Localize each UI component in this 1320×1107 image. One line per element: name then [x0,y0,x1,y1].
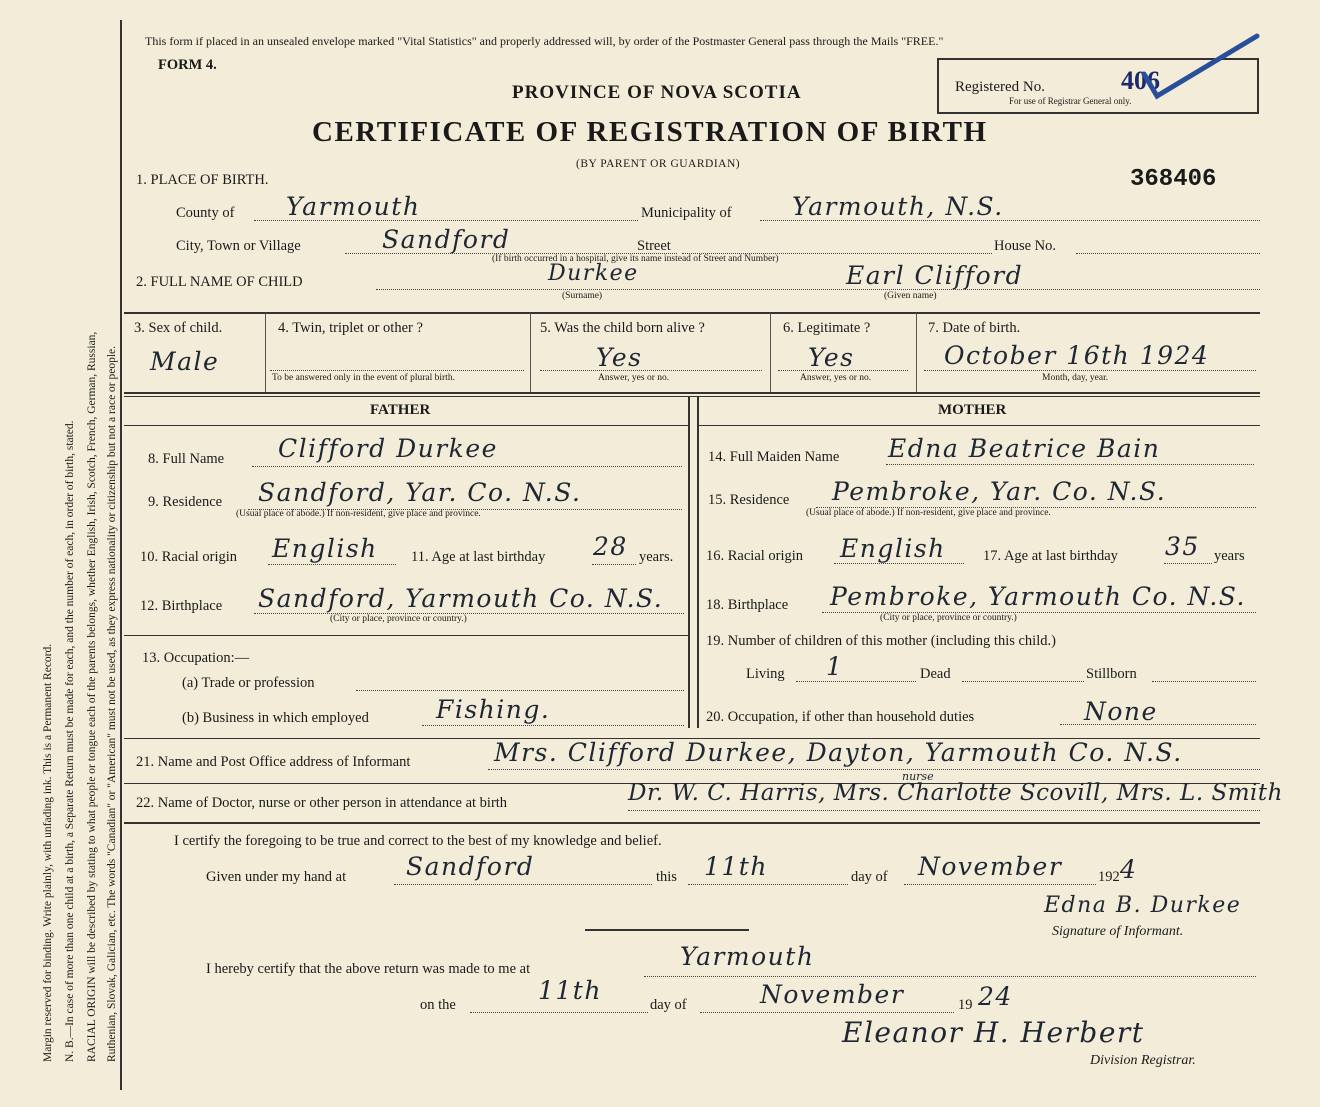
born-alive-value: Yes [596,343,643,372]
margin-notes [0,0,122,1107]
father-racial-label: 10. Racial origin [140,549,238,565]
children-count-label: 19. Number of children of this mother (including this child.) [706,633,1056,649]
mother-heading: MOTHER [938,402,1007,418]
surname-caption: (Surname) [562,291,603,301]
informant-value: Mrs. Clifford Durkee, Dayton, Yarmouth Co. N.S. [494,738,1183,767]
informant-label: 21. Name and Post Office address of Informant [136,754,411,770]
city-value: Sandford [382,225,511,254]
mother-residence-label: 15. Residence [708,492,790,508]
father-residence-label: 9. Residence [148,494,223,510]
registrar-statement: I hereby certify that the above return was made to me at [206,961,531,977]
informant-signature-caption: Signature of Informant. [1052,924,1184,939]
county-label: County of [176,205,235,221]
registrar-note: For use of Registrar General only. [1009,96,1132,106]
county-value: Yarmouth [286,192,421,221]
mother-occupation-label: 20. Occupation, if other than household duties [706,709,975,725]
business-label: (b) Business in which employed [182,710,369,726]
given-year-suffix: 4 [1120,855,1138,884]
child-surname: Durkee [548,261,639,286]
date-of-birth-value: October 16th 1924 [944,341,1210,370]
father-age-value: 28 [593,532,628,561]
margin-note-nationality: Ruthenian, Slovak, Galician, etc. The words "Canadian" or "American" must not be used, as they express nationality or citizenship but not a race or people. [106,345,118,1062]
registered-value: 406 [1121,66,1160,95]
given-place-value: Sandford [406,852,535,881]
father-residence-value: Sandford, Yar. Co. N.S. [258,478,582,507]
given-under-label: Given under my hand at [206,869,347,885]
father-birthplace-value: Sandford, Yarmouth Co. N.S. [258,584,664,613]
registrar-signature: Eleanor H. Herbert [842,1016,1145,1049]
father-age-unit: years. [639,549,674,565]
registrar-place-value: Yarmouth [680,942,815,971]
postal-note: This form if placed in an unsealed envelope marked "Vital Statistics" and properly addressed will, by order of the Postmaster General pass through the Mails "FREE." [145,34,944,48]
mother-name-value: Edna Beatrice Bain [888,434,1161,463]
city-label: City, Town or Village [176,238,301,254]
municipality-value: Yarmouth, N.S. [792,192,1004,221]
document-title: CERTIFICATE OF REGISTRATION OF BIRTH [312,116,988,148]
legitimate-note: Answer, yes or no. [800,373,872,383]
registered-number-box [937,58,1259,114]
father-name-value: Clifford Durkee [278,434,498,463]
mother-racial-value: English [840,534,946,563]
business-value: Fishing. [436,695,551,724]
mother-residence-value: Pembroke, Yar. Co. N.S. [832,477,1167,506]
father-name-label: 8. Full Name [148,451,225,467]
serial-number: 368406 [1130,166,1217,193]
date-of-birth-label: 7. Date of birth. [928,320,1021,336]
certification-statement: I certify the foregoing to be true and correct to the best of my knowledge and belief. [174,833,662,849]
living-value: 1 [826,652,844,681]
registrar-on-the-label: on the [420,997,456,1013]
legitimate-value: Yes [808,343,855,372]
registrar-day-value: 11th [538,976,602,1005]
given-this-label: this [656,869,677,885]
born-alive-note: Answer, yes or no. [598,373,670,383]
given-day-of-label: day of [851,869,888,885]
municipality-label: Municipality of [641,205,732,221]
checkmark-icon [1139,30,1269,110]
trade-label: (a) Trade or profession [182,675,315,691]
registrar-day-of-label: day of [650,997,687,1013]
father-birthplace-label: 12. Birthplace [140,598,223,614]
father-birthplace-note: (City or place, province or country.) [330,614,467,624]
place-of-birth-label: 1. PLACE OF BIRTH. [136,172,269,188]
given-month-value: November [918,852,1063,881]
father-racial-value: English [272,534,378,563]
mother-birthplace-value: Pembroke, Yarmouth Co. N.S. [830,582,1246,611]
mother-age-unit: years [1214,548,1245,564]
stillborn-label: Stillborn [1086,666,1137,682]
living-label: Living [746,666,785,682]
born-alive-label: 5. Was the child born alive ? [540,320,705,336]
twin-label: 4. Twin, triplet or other ? [278,320,423,336]
father-heading: FATHER [370,402,431,418]
margin-note-racial-origin: RACIAL ORIGIN will be described by stating to what people or tongue each of the parents belongs, whether English, Irish, Scotch, French, German, Russian, [86,331,98,1062]
sex-value: Male [150,347,220,376]
doctor-label: 22. Name of Doctor, nurse or other person in attendance at birth [136,795,508,811]
house-number-label: House No. [994,238,1057,254]
legitimate-label: 6. Legitimate ? [783,320,871,336]
given-day-value: 11th [704,852,768,881]
registered-label: Registered No. [955,79,1045,95]
mother-birthplace-label: 18. Birthplace [706,597,789,613]
twin-note: To be answered only in the event of plural birth. [272,373,455,383]
registrar-year-suffix: 24 [978,982,1013,1011]
form-number: FORM 4. [158,57,217,73]
margin-border [120,20,122,1090]
mother-name-label: 14. Full Maiden Name [708,449,840,465]
sex-label: 3. Sex of child. [134,320,223,336]
dead-label: Dead [920,666,951,682]
mother-occupation-value: None [1084,697,1158,726]
father-age-label: 11. Age at last birthday [411,549,546,565]
margin-note-multiple-births: N. B.—In case of more than one child at a birth, a Separate Return must be made for each, and the number of each, in order of birth, stated. [64,420,76,1062]
mother-age-value: 35 [1165,532,1200,561]
father-occupation-label: 13. Occupation:— [142,650,250,666]
given-name-caption: (Given name) [884,291,937,301]
mother-age-label: 17. Age at last birthday [983,548,1118,564]
province-heading: PROVINCE OF NOVA SCOTIA [512,82,802,103]
date-of-birth-note: Month, day, year. [1042,373,1109,383]
mother-residence-note: (Usual place of abode.) If non-resident, give place and province. [806,508,1051,518]
nurse-note: nurse [902,770,934,783]
father-residence-note: (Usual place of abode.) If non-resident, give place and province. [236,509,481,519]
informant-signature: Edna B. Durkee [1044,893,1242,918]
hospital-note: (If birth occurred in a hospital, give its name instead of Street and Number) [492,254,779,264]
mother-racial-label: 16. Racial origin [706,548,804,564]
doctor-value: Dr. W. C. Harris, Mrs. Charlotte Scovill, Mrs. L. Smith [628,780,1283,806]
given-year-prefix: 192 [1098,869,1120,885]
registrar-signature-caption: Division Registrar. [1090,1053,1196,1068]
registrar-month-value: November [760,980,905,1009]
registrar-year-prefix: 19 [958,997,973,1013]
child-given-name: Earl Clifford [846,261,1024,290]
street-label: Street [637,238,671,254]
document-subtitle: (BY PARENT OR GUARDIAN) [576,158,741,170]
mother-birthplace-note: (City or place, province or country.) [880,613,1017,623]
child-name-label: 2. FULL NAME OF CHILD [136,274,303,290]
margin-note-binding: Margin reserved for binding. Write plainly, with unfading ink. This is a Permanent Record. [42,643,54,1062]
